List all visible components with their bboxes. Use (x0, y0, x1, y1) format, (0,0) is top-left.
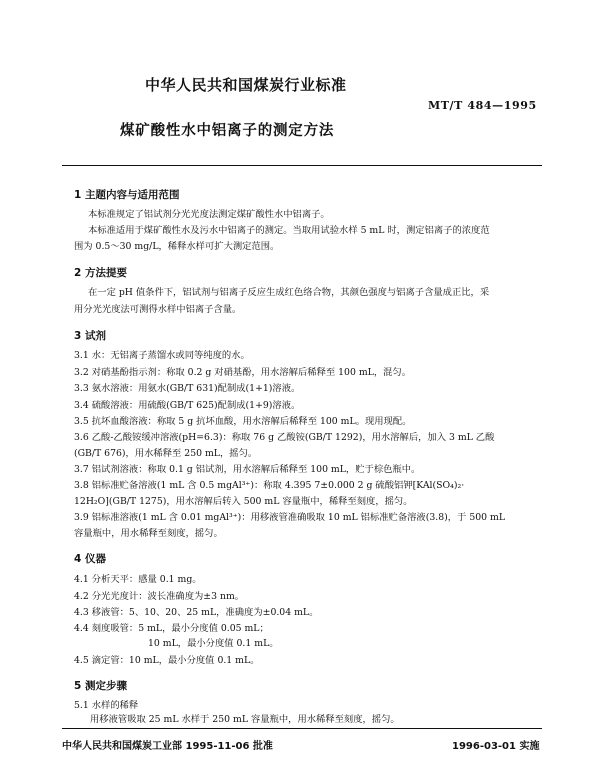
section-2-paragraph-line-1: 在一定 pH 值条件下，铝试剂与铝离子反应生成红色络合物，其颜色强度与铝离子含量成正比，采 (88, 287, 490, 298)
instrument-4-4-line-2: 10 mL，最小分度值 0.1 mL。 (148, 638, 279, 649)
section-2-paragraph-line-2: 用分光光度法可测得水样中铝离子含量。 (74, 304, 242, 315)
reagent-3-7: 3.7 铝试剂溶液：称取 0.1 g 铝试剂，用水溶解后稀释至 100 mL，贮于棕色瓶中。 (74, 464, 421, 475)
reagent-3-8-line-2: 12H₂O](GB/T 1275)，用水溶解后转入 500 mL 容量瓶中，稀释至刻度，摇匀。 (74, 496, 413, 507)
instrument-4-5: 4.5 滴定管：10 mL，最小分度值 0.1 mL。 (74, 655, 260, 666)
section-1-paragraph-1: 本标准规定了铝试剂分光光度法测定煤矿酸性水中铝离子。 (88, 209, 330, 220)
reagent-3-1: 3.1 水：无铝离子蒸馏水或同等纯度的水。 (74, 350, 250, 361)
section-1-heading: 1 主题内容与适用范围 (74, 189, 180, 201)
reagent-3-4: 3.4 硫酸溶液：用硫酸(GB/T 625)配制成(1+9)溶液。 (74, 400, 301, 411)
reagent-3-6-line-2: (GB/T 676)，用水稀释至 250 mL，摇匀。 (74, 448, 258, 459)
standard-number: MT/T 484—1995 (428, 99, 537, 112)
reagent-3-5: 3.5 抗坏血酸溶液：称取 5 g 抗坏血酸，用水溶解后稀释至 100 mL。现用现配。 (74, 416, 412, 427)
reagent-3-6-line-1: 3.6 乙酸-乙酸铵缓冲溶液(pH=6.3)：称取 76 g 乙酸铵(GB/T 1292)，用水溶解后，加入 3 mL 乙酸 (74, 432, 495, 443)
section-1-paragraph-2-line-1: 本标准适用于煤矿酸性水及污水中铝离子的测定。当取用试验水样 5 mL 时，测定铝离子的浓度范 (88, 225, 490, 236)
section-3-heading: 3 试剂 (74, 330, 106, 342)
footer-effective-date: 1996-03-01 实施 (452, 741, 540, 752)
section-5-heading: 5 测定步骤 (74, 680, 127, 692)
instrument-4-1: 4.1 分析天平：感量 0.1 mg。 (74, 574, 202, 585)
header-divider (62, 165, 542, 166)
footer-approval: 中华人民共和国煤炭工业部 1995-11-06 批准 (62, 741, 273, 752)
reagent-3-8-line-1: 3.8 铝标准贮备溶液(1 mL 含 0.5 mgAl³⁺)：称取 4.395 7±0.000 2 g 硫酸铝钾[KAl(SO₄)₂· (74, 480, 465, 491)
reagent-3-9-line-2: 容量瓶中，用水稀释至刻度，摇匀。 (74, 528, 223, 539)
section-2-heading: 2 方法提要 (74, 267, 127, 279)
instrument-4-3: 4.3 移液管：5、10、20、25 mL，准确度为±0.04 mL。 (74, 607, 319, 618)
reagent-3-3: 3.3 氨水溶液：用氨水(GB/T 631)配制成(1+1)溶液。 (74, 383, 301, 394)
reagent-3-9-line-1: 3.9 铝标准溶液(1 mL 含 0.01 mgAl³⁺)：用移液管准确吸取 10 mL 铝标准贮备溶液(3.8)，于 500 mL (74, 512, 506, 523)
section-1-paragraph-2-line-2: 围为 0.5～30 mg/L，稀释水样可扩大测定范围。 (74, 241, 280, 252)
section-4-heading: 4 仪器 (74, 553, 106, 565)
document-title: 煤矿酸性水中铝离子的测定方法 (120, 123, 335, 139)
reagent-3-2: 3.2 对硝基酚指示剂：称取 0.2 g 对硝基酚，用水溶解后稀释至 100 mL，混匀。 (74, 367, 412, 378)
instrument-4-2: 4.2 分光光度计：波长准确度为±3 nm。 (74, 591, 245, 602)
org-title: 中华人民共和国煤炭行业标准 (145, 76, 347, 94)
procedure-5-1: 5.1 水样的稀释 (74, 700, 139, 711)
instrument-4-4-line-1: 4.4 刻度吸管：5 mL，最小分度值 0.05 mL； (74, 623, 269, 634)
footer-divider (62, 728, 542, 729)
procedure-5-1-paragraph: 用移液管吸取 25 mL 水样于 250 mL 容量瓶中，用水稀释至刻度，摇匀。 (90, 714, 400, 725)
